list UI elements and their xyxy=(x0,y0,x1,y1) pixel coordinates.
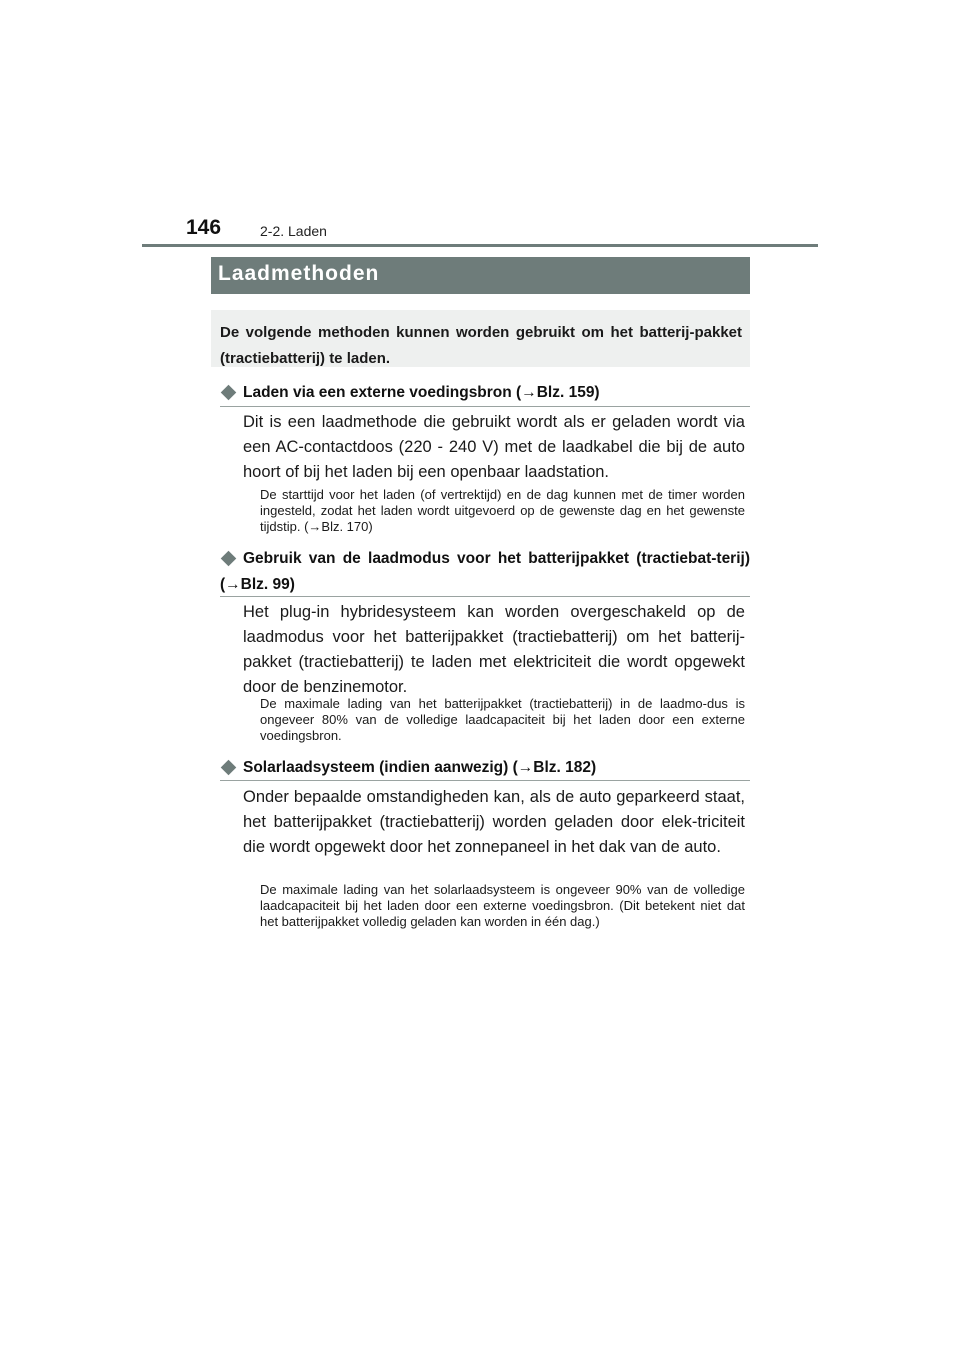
heading-rule xyxy=(220,780,750,781)
diamond-bullet-icon xyxy=(221,551,237,567)
heading-rule xyxy=(220,406,750,407)
diamond-bullet-icon xyxy=(221,385,237,401)
section-note: De starttijd voor het laden (of vertrektijd) en de dag kunnen met de timer worden ingesteld, zodat het laden wordt uitgevoerd op de gewenste dag en het gewenste tijdstip. (→Blz. 170) xyxy=(260,487,745,534)
section-body: Het plug-in hybridesysteem kan worden overgeschakeld op de laadmodus voor het batterijpakket (tractiebatterij) om het batterij-pakket (tractiebatterij) te laden met elektriciteit die wordt opgewekt door de benzinemotor. xyxy=(243,603,745,696)
section-body: Onder bepaalde omstandigheden kan, als de auto geparkeerd staat, het batterijpakket (tractiebatterij) worden geladen door elek-triciteit die wordt opgewekt door het zonnepaneel in het dak van de auto. xyxy=(243,788,745,856)
section-heading-solar xyxy=(220,755,750,781)
section-heading-text: Gebruik van de laadmodus voor het batterijpakket (tractiebat-terij) (→Blz. 99) xyxy=(220,550,750,593)
section-note: De maximale lading van het solarlaadsysteem is ongeveer 90% van de volledige laadcapaciteit bij het laden door een externe voedingsbron. (Dit betekent niet dat het batterijpakket volledig geladen kan worden in één dag.) xyxy=(260,882,745,929)
section-heading-text: Laden via een externe voedingsbron (→Blz. 159) xyxy=(243,384,600,401)
heading-rule xyxy=(220,596,750,597)
section-heading-external-power xyxy=(220,380,750,406)
section-heading-text: Solarlaadsysteem (indien aanwezig) (→Blz. 182) xyxy=(243,759,597,776)
intro-text: De volgende methoden kunnen worden gebruikt om het batterij-pakket (tractiebatterij) te laden. xyxy=(220,324,742,367)
diamond-bullet-icon xyxy=(221,760,237,776)
intro-box xyxy=(211,310,750,367)
section-note: De maximale lading van het batterijpakket (tractiebatterij) in de laadmo-dus is ongeveer 80% van de volledige laadcapaciteit bij het laden door een externe voedingsbron. xyxy=(260,696,745,743)
section-reference: 2-2. Laden xyxy=(260,223,327,239)
header-rule xyxy=(142,244,818,247)
section-heading-charge-mode xyxy=(220,546,750,598)
page-number: 146 xyxy=(186,216,222,239)
section-body: Dit is een laadmethode die gebruikt wordt als er geladen wordt via een AC-contactdoos (220 - 240 V) met de laadkabel die bij de auto hoort of bij het laden bij een openbaar laadstation. xyxy=(243,413,745,481)
page-title: Laadmethoden xyxy=(211,257,750,294)
